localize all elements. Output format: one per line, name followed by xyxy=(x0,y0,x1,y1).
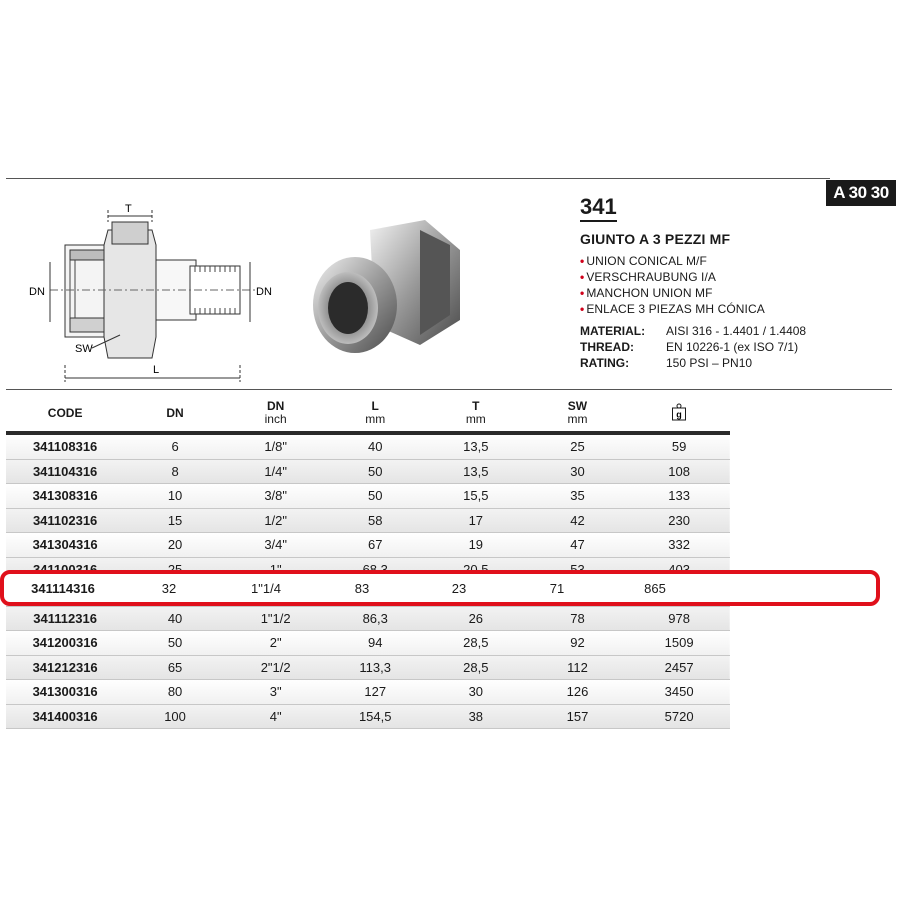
cell-code: 341212316 xyxy=(6,655,124,680)
table-cell: 38 xyxy=(425,704,527,729)
spec-material: MATERIAL: AISI 316 - 1.4401 / 1.4408 xyxy=(580,324,807,338)
table-header-row xyxy=(6,395,730,433)
table-cell: 94 xyxy=(325,631,425,656)
cell-code: 341304316 xyxy=(6,533,124,558)
table-cell: 230 xyxy=(628,508,730,533)
table-cell: 3/4" xyxy=(226,533,326,558)
bullet-icon: • xyxy=(580,302,585,316)
header-code: CODE xyxy=(47,405,83,420)
table-row[interactable] xyxy=(6,484,730,509)
cell-code: 341108316 xyxy=(6,433,124,459)
table-cell: 19 xyxy=(425,533,527,558)
table-cell: 28,5 xyxy=(425,655,527,680)
table-cell: 65 xyxy=(124,655,226,680)
table-row[interactable] xyxy=(6,459,730,484)
header-weight xyxy=(628,395,730,433)
header-t: T mm xyxy=(465,399,486,426)
table-cell: 1"1/2 xyxy=(226,606,326,631)
table-row[interactable] xyxy=(6,533,730,558)
table-cell: 78 xyxy=(527,606,629,631)
table-cell: 3/8" xyxy=(226,484,326,509)
table-cell: 40 xyxy=(124,606,226,631)
table-cell: 100 xyxy=(124,704,226,729)
table-cell: 67 xyxy=(325,533,425,558)
table-cell: 2" xyxy=(226,631,326,656)
table-cell: 332 xyxy=(628,533,730,558)
table-cell: 86,3 xyxy=(325,606,425,631)
weight-icon xyxy=(671,403,687,421)
product-photo xyxy=(300,205,470,380)
label-l: L xyxy=(153,364,160,376)
cell-code: 341400316 xyxy=(6,704,124,729)
table-divider xyxy=(6,389,892,390)
product-names xyxy=(580,253,880,317)
table-cell: 154,5 xyxy=(325,704,425,729)
cell-code: 341200316 xyxy=(6,631,124,656)
highlighted-table-row[interactable]: 341114316 32 1"1/4 83 23 71 865 xyxy=(31,581,666,596)
table-cell: 50 xyxy=(325,484,425,509)
table-cell: 1509 xyxy=(628,631,730,656)
bullet-icon: • xyxy=(580,254,585,268)
table-cell: 47 xyxy=(527,533,629,558)
table-cell: 50 xyxy=(124,631,226,656)
header-l: L mm xyxy=(365,399,386,426)
table-cell: 15 xyxy=(124,508,226,533)
cell-code: 341300316 xyxy=(6,680,124,705)
table-row[interactable] xyxy=(6,606,730,631)
product-info xyxy=(580,195,880,371)
table-cell: 157 xyxy=(527,704,629,729)
table-cell: 112 xyxy=(527,655,629,680)
table-cell: 2"1/2 xyxy=(226,655,326,680)
cell-code: 341102316 xyxy=(6,508,124,533)
label-sw: SW xyxy=(75,343,93,355)
technical-drawing xyxy=(20,200,280,390)
table-cell: 108 xyxy=(628,459,730,484)
table-cell: 126 xyxy=(527,680,629,705)
table-cell: 5720 xyxy=(628,704,730,729)
svg-text:g: g xyxy=(676,409,682,419)
table-row[interactable] xyxy=(6,508,730,533)
spec-thread: THREAD: EN 10226-1 (ex ISO 7/1) xyxy=(580,340,799,354)
top-divider xyxy=(6,178,830,179)
table-cell: 1/8" xyxy=(226,433,326,459)
table-cell: 28,5 xyxy=(425,631,527,656)
cell-code: 341112316 xyxy=(6,606,124,631)
name-item: • ENLACE 3 PIEZAS MH CÓNICA xyxy=(580,302,765,316)
product-title: GIUNTO A 3 PEZZI MF xyxy=(580,231,731,247)
header-dn-inch: DN inch xyxy=(264,399,287,426)
cell-code: 341104316 xyxy=(6,459,124,484)
table-cell: 3" xyxy=(226,680,326,705)
table-cell: 1/2" xyxy=(226,508,326,533)
table-cell: 6 xyxy=(124,433,226,459)
table-row[interactable] xyxy=(6,631,730,656)
header-dn: DN xyxy=(166,405,184,420)
table-row[interactable] xyxy=(6,655,730,680)
table-cell: 1/4" xyxy=(226,459,326,484)
product-code: 341 xyxy=(580,195,617,222)
table-cell: 40 xyxy=(325,433,425,459)
table-cell: 2457 xyxy=(628,655,730,680)
table-cell: 15,5 xyxy=(425,484,527,509)
name-item: • VERSCHRAUBUNG I/A xyxy=(580,270,717,284)
table-cell: 80 xyxy=(124,680,226,705)
cell-code: 341308316 xyxy=(6,484,124,509)
table-cell: 26 xyxy=(425,606,527,631)
table-row[interactable] xyxy=(6,433,730,459)
table-cell: 42 xyxy=(527,508,629,533)
name-item: • UNION CONICAL M/F xyxy=(580,254,707,268)
table-cell: 13,5 xyxy=(425,433,527,459)
table-cell: 30 xyxy=(425,680,527,705)
table-row[interactable] xyxy=(6,680,730,705)
table-cell: 113,3 xyxy=(325,655,425,680)
table-cell: 4" xyxy=(226,704,326,729)
bullet-icon: • xyxy=(580,270,585,284)
table-cell: 133 xyxy=(628,484,730,509)
table-cell: 17 xyxy=(425,508,527,533)
catalog-badge: A 30 30 xyxy=(826,180,896,206)
table-cell: 3450 xyxy=(628,680,730,705)
table-cell: 30 xyxy=(527,459,629,484)
table-cell: 59 xyxy=(628,433,730,459)
label-dn-left: DN xyxy=(29,286,45,298)
label-dn-right: DN xyxy=(256,286,272,298)
table-cell: 127 xyxy=(325,680,425,705)
table-cell: 13,5 xyxy=(425,459,527,484)
label-t: T xyxy=(125,203,132,215)
table-cell: 20 xyxy=(124,533,226,558)
table-cell: 978 xyxy=(628,606,730,631)
header-sw: SW mm xyxy=(567,399,588,426)
specs xyxy=(580,323,880,371)
bullet-icon: • xyxy=(580,286,585,300)
table-cell: 58 xyxy=(325,508,425,533)
table-cell: 10 xyxy=(124,484,226,509)
table-cell: 92 xyxy=(527,631,629,656)
table-cell: 35 xyxy=(527,484,629,509)
table-row[interactable] xyxy=(6,704,730,729)
name-item: • MANCHON UNION MF xyxy=(580,286,713,300)
spec-table xyxy=(6,395,730,729)
table-cell: 8 xyxy=(124,459,226,484)
table-cell: 50 xyxy=(325,459,425,484)
spec-rating: RATING: 150 PSI – PN10 xyxy=(580,356,753,370)
table-cell: 25 xyxy=(527,433,629,459)
